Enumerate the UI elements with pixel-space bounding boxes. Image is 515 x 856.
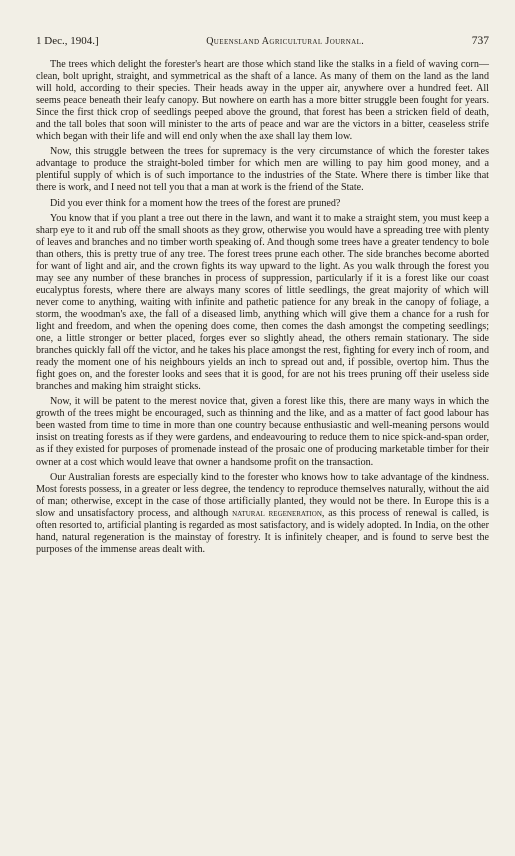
- paragraph-thinning: Now, it will be patent to the merest novice that, given a forest like this, there are many ways in which the growth of the trees might be encouraged, such as thinning and the like, and as a matter of fact good labour has been wasted from time to time in more than one country because enthusiastic and well-meaning persons would insist on treating forests as if they were gardens, and endeavouring to reduce them to nice spick-and-span order, as if they existed for purposes of promenade instead of the prosaic one of producing marketable timber for their owner at a cost which would leave that owner a handsome profit on the transaction.: [36, 396, 489, 468]
- journal-title: Queensland Agricultural Journal.: [206, 36, 365, 47]
- paragraph-pruning-question: Did you ever think for a moment how the trees of the forest are pruned?: [50, 197, 341, 209]
- paragraph-supremacy: Now, this struggle between the trees for supremacy is the very circumstance of which the forester takes advantage to produce the straight-boled timber for which men are willing to pay him good money, and a plentiful supply of which is of such importance to the industries of the State. Where there is timber like that there is work, and I need not tell you that a man at work is the friend of the State.: [36, 146, 489, 194]
- issue-date: 1 Dec., 1904.]: [36, 35, 99, 47]
- paragraph-self-pruning: You know that if you plant a tree out there in the lawn, and want it to make a straight stem, you must keep a sharp eye to it and rub off the small shoots as they grow, otherwise you would have a spreading tree with plenty of leaves and branches and no timber worth speaking of. And though some trees have a greater tendency to bole than others, this is pretty true of any tree. The forest trees prune each other. The side branches become aborted for want of light and air, and the crown fights its way upward to the light. As you walk through the forest you may see any number of these branches in process of suppression, particularly if it is a forest like our coast eucalyptus forests, where there are always many scores of little seedlings, the great majority of which will never come to anything, waiting with infinite and pathetic patience for any break in the canopy of foliage, a storm, the woodman's axe, the fall of a diseased limb, anything which will give them a chance for a rush for light and freedom, and when the opening does come, then comes the dash amongst the competing seedlings; one, a little stronger or better placed, forges ever so slightly ahead, the others remain stationary. The side branches quickly fall off the victor, and he takes his place amongst the rest, fighting for every inch of room, and ready the moment one of his neighbours yields an inch to spread out and, if possible, overtop him. Thus the fight goes on, and the forester looks and sees that it is good, for are not his trees pruning off their useless side branches and making him straight sticks.: [36, 212, 489, 393]
- paragraph-text-end: , as this process of renewal is called, is often resorted to, artificial planting is regarded as most satisfactory, and is widely adopted. In India, on the other hand, natural regeneration is the mainstay of forestry. It is infinitely cheaper, and is found to serve best the purposes of the immense areas dealt with.: [36, 507, 489, 555]
- paragraph-natural-regeneration: [36, 472, 489, 556]
- running-head: [36, 34, 489, 49]
- paragraph-text-start: Our Australian forests are especially kind to the forester who knows how to take advantage of the kindness. Most forests possess, in a greater or less degree, the tendency to reproduce themselves naturally, without the aid of man; otherwise, except in the case of those artificially planted, they would not be there. In Europe this is a slow and unsatisfactory process, and although: [36, 471, 489, 519]
- page-number: 737: [471, 35, 489, 47]
- article-body: [36, 59, 489, 556]
- paragraph-tree-struggle: The trees which delight the forester's heart are those which stand like the stalks in a field of waving corn—clean, bolt upright, straight, and symmetrical as the shaft of a lance. As many of them on the land as the land will hold, according to their species. Their heads away in the upper air, anywhere over a hundred feet. All seems peace beneath their leafy canopy. But nowhere on earth has a more bitter struggle been fought for years. Since the first thick crop of seedlings peeped above the ground, that forest has been a stricken field of death, and the tall boles that soon will minister to the arts of peace and war are the victors in a bitter, ceaseless strife which began with their life and will end only when the axe shall lay them low.: [36, 59, 489, 143]
- term-natural-regeneration: natural regeneration: [232, 507, 322, 519]
